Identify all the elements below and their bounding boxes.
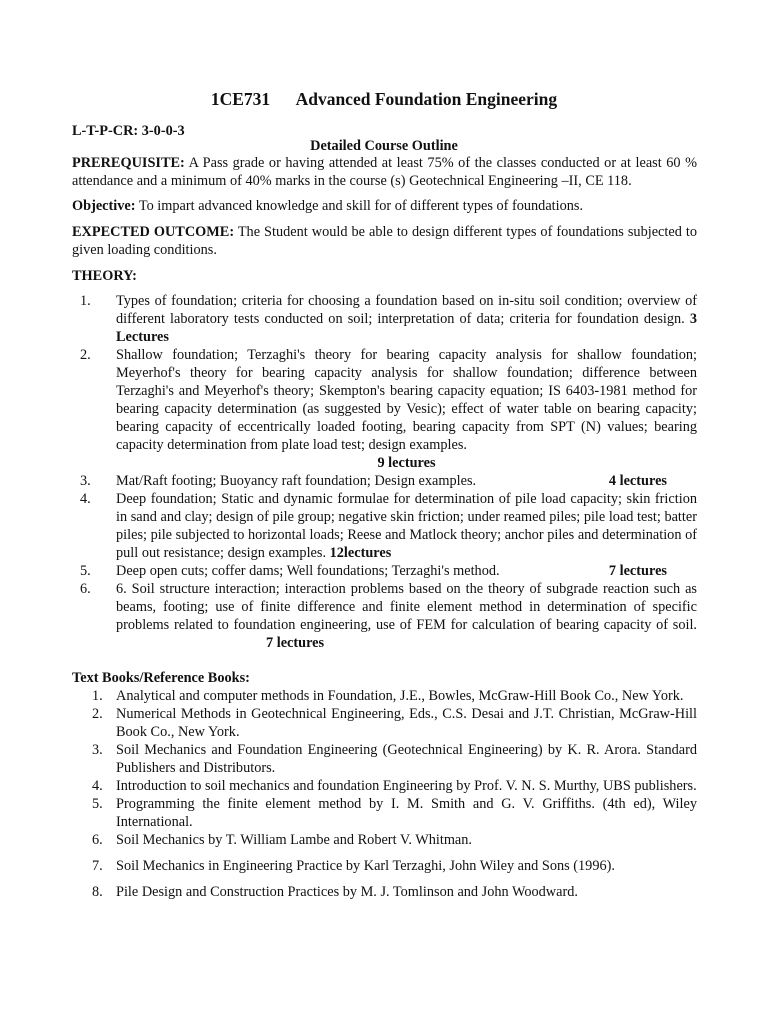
book-item [72,741,697,777]
book-text: Soil Mechanics and Foundation Engineering (Geotechnical Engineering) by K. R. Arora. Standard Publishers and Distributors. [116,742,697,776]
book-text: Numerical Methods in Geotechnical Engineering, Eds., C.S. Desai and J.T. Christian, McGraw-Hill Book Co., New York. [116,706,697,740]
theory-topic [72,580,697,652]
prerequisite-text: A Pass grade or having attended at least 75% of the classes conducted or at least 60 % attendance and a minimum of 40% marks in the course (s) Geotechnical Engineering –II, CE 118. [72,155,697,189]
theory-heading: THEORY: [72,268,137,284]
course-title: Advanced Foundation Engineering [295,89,558,109]
topic-lectures: 3 Lectures [116,311,697,345]
book-number: 3. [92,742,103,758]
expected-outcome-paragraph [72,223,697,259]
book-number: 7. [92,858,103,874]
topic-text: Deep open cuts; coffer dams; Well foundations; Terzaghi's method. [116,563,500,579]
topic-number: 1. [80,293,91,309]
book-number: 2. [92,706,103,722]
topic-lectures: 7 lectures [608,563,667,579]
book-text: Introduction to soil mechanics and foundation Engineering by Prof. V. N. S. Murthy, UBS publishers. [116,778,697,794]
book-item [72,705,697,741]
theory-topic [72,490,697,562]
topic-text: Deep foundation; Static and dynamic formulae for determination of pile load capacity; skin friction in sand and clay; design of pile group; negative skin friction; under reamed piles; pile load test; batter piles; pile subjected to horizontal loads; Reese and Matlock theory; anchor piles and determination of pull out resistance; design examples. [116,491,697,561]
topic-text: Mat/Raft footing; Buoyancy raft foundation; Design examples. [116,473,477,489]
topic-text: 6. Soil structure interaction; interaction problems based on the theory of subgrade reaction such as beams, footing; use of finite difference and finite element method in determination of specific problems related to foundation engineering, use of FEM for calculation of bearing capacity of soil. [116,581,697,633]
theory-topic [72,472,697,490]
theory-topic [72,562,697,580]
topic-lectures: 4 lectures [608,473,667,489]
book-item [72,857,697,875]
book-number: 1. [92,688,103,704]
topic-number: 5. [80,563,91,579]
book-number: 6. [92,832,103,848]
topic-lectures: 7 lectures [266,635,325,651]
book-text: Programming the finite element method by I. M. Smith and G. V. Griffiths. (4th ed), Wiley International. [116,796,697,830]
books-heading: Text Books/Reference Books: [72,670,250,686]
book-item [72,687,697,705]
book-item [72,795,697,831]
prerequisite-paragraph [72,154,697,190]
theory-topic-list [72,292,697,652]
topic-number: 2. [80,347,91,363]
objective-text: To impart advanced knowledge and skill for of different types of foundations. [138,198,584,214]
book-text: Pile Design and Construction Practices by M. J. Tomlinson and John Woodward. [116,884,578,900]
book-text: Analytical and computer methods in Foundation, J.E., Bowles, McGraw-Hill Book Co., New York. [116,688,684,704]
theory-topic [72,346,697,472]
book-list [72,687,697,901]
theory-topic [72,292,697,346]
topic-lectures: 9 lectures [377,455,436,471]
objective-label: Objective: [72,198,136,214]
topic-lectures: 12lectures [329,545,392,561]
topic-text: Types of foundation; criteria for choosing a foundation based on in-situ soil condition; overview of different laboratory tests conducted on soil; interpretation of data; criteria for foundation design. [116,293,697,327]
book-number: 5. [92,796,103,812]
expected-outcome-label: EXPECTED OUTCOME: [72,224,235,240]
ltp-credits: L-T-P-CR: 3-0-0-3 [72,123,185,139]
prerequisite-label: PREREQUISITE: [72,155,185,171]
course-code: 1CE731 [210,89,271,109]
course-title-line [0,90,768,108]
book-item [72,883,697,901]
topic-text: Shallow foundation; Terzaghi's theory for bearing capacity analysis for shallow foundation; Meyerhof's theory for bearing capacity analysis for shallow foundation; difference between Terzaghi's and Meyerhof's theory; Skempton's bearing capacity equation; IS 6403-1981 method for bearing capacity determination (as suggested by Vesic); effect of water table on bearing capacity; bearing capacity of eccentrically loaded footing, bearing capacity from SPT (N) values; bearing capacity determination from plate load test; design examples. [116,347,697,453]
book-text: Soil Mechanics by T. William Lambe and Robert V. Whitman. [116,832,473,848]
expected-outcome-text: The Student would be able to design different types of foundations subjected to given loading conditions. [72,224,697,258]
book-item [72,777,697,795]
topic-number: 3. [80,473,91,489]
topic-number: 4. [80,491,91,507]
topic-number: 6. [80,581,91,597]
outline-heading: Detailed Course Outline [310,138,458,154]
book-number: 8. [92,884,103,900]
book-item [72,831,697,849]
objective-paragraph [72,197,697,215]
book-number: 4. [92,778,103,794]
book-text: Soil Mechanics in Engineering Practice by Karl Terzaghi, John Wiley and Sons (1996). [116,858,615,874]
